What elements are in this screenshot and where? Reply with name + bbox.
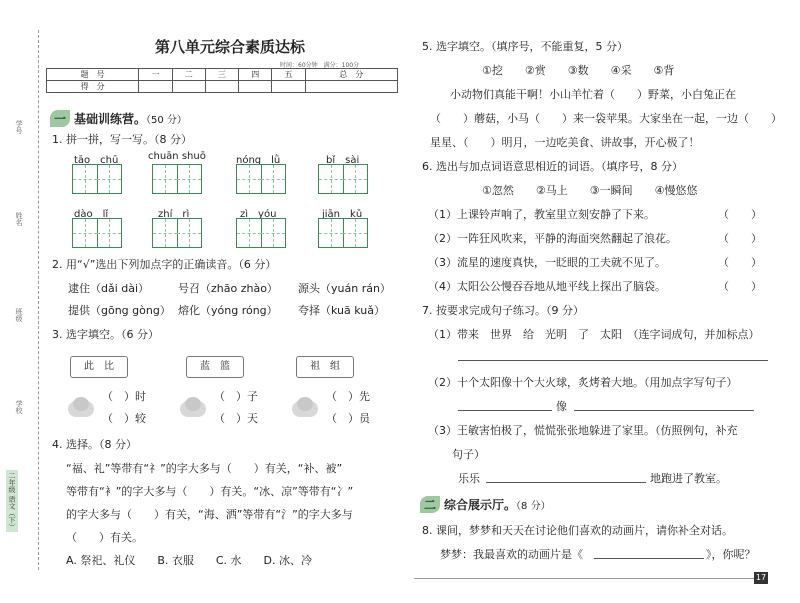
writing-grid[interactable] — [152, 164, 202, 194]
section-badge: 二 — [420, 496, 440, 513]
fill-blank[interactable]: （ ）员 — [326, 412, 370, 425]
q4-line[interactable]: “福、礼”等带有“礻”的字大多与（ ）有关，“补、被” — [66, 462, 343, 475]
q2-label: 2. 用“√”选出下列加点字的正确读音。（6 分） — [52, 258, 277, 271]
q7-item3a: （3）王敏害怕极了，慌慌张张地躲进了家里。（仿照例句，补充 — [428, 424, 738, 437]
answer-paren[interactable]: （ ） — [718, 208, 762, 221]
section-title: 综合展示厅。 — [444, 498, 517, 512]
q8-label: 8. 课间，梦梦和天天在讨论他们喜欢的动画片，请你补全对话。 — [422, 524, 733, 537]
score-cell: 二 — [172, 69, 205, 81]
q7-label: 7. 按要求完成句子练习。（9 分） — [422, 304, 584, 317]
q7-item3-end: 地跑进了教室。 — [650, 472, 727, 485]
score-cell[interactable] — [272, 81, 305, 93]
pinyin: zhí rì — [158, 209, 190, 220]
score-table-score-row — [47, 81, 398, 93]
fill-blank[interactable]: （ ）先 — [326, 390, 370, 403]
score-cell: 题 号 — [47, 69, 139, 81]
writing-grid[interactable] — [318, 164, 368, 194]
pinyin: tāo chū — [74, 155, 119, 166]
q1-label: 1. 拼一拼，写一写。（8 分） — [52, 133, 192, 146]
q4-line[interactable]: 等带有“衤”的字大多与（ ）有关。“冰、凉”等带有“冫” — [66, 485, 354, 498]
q7-item3b: 句子） — [452, 448, 485, 461]
time-score-meta: 时间：60分钟 满分：100分 — [280, 62, 360, 69]
q6-item: （3）流星的速度真快，一眨眼的工夫就不见了。 — [428, 256, 666, 269]
score-cell: 四 — [239, 69, 272, 81]
grade-tag: 二年级 语文（下） — [8, 472, 16, 531]
score-cell[interactable] — [205, 81, 238, 93]
score-cell[interactable] — [239, 81, 272, 93]
writing-grid[interactable] — [152, 218, 202, 248]
reading-option[interactable]: 源头（yuán rán） — [298, 282, 391, 295]
character-sign: 祖 组 — [296, 356, 354, 378]
side-label-school: 学校 — [15, 400, 23, 414]
q6-item: （2）一阵狂风吹来，平静的海面突然翻起了浪花。 — [428, 232, 677, 245]
cut-line — [38, 30, 39, 570]
answer-paren[interactable]: （ ） — [718, 280, 762, 293]
answer-paren[interactable]: （ ） — [718, 256, 762, 269]
answer-line[interactable] — [574, 410, 754, 411]
score-cell: 三 — [205, 69, 238, 81]
q4-line[interactable]: （ ）有关。 — [66, 531, 143, 544]
reading-option[interactable]: 逮住（dǎi dài） — [68, 282, 150, 295]
pinyin: zì yóu — [240, 209, 277, 220]
side-label-class: 班级 — [15, 308, 23, 322]
q8-line: 梦梦：我最喜欢的动画片是《 — [440, 548, 583, 561]
q5-line[interactable]: 星星、（ ）明月，一边吃美食、讲故事，开心极了！ — [430, 136, 700, 149]
q8-line-end: 》，你呢？ — [706, 548, 756, 561]
q5-options: ①挖 ②赏 ③数 ④采 ⑤背 — [482, 64, 675, 77]
cloud-icon — [180, 397, 206, 417]
writing-grid[interactable] — [72, 218, 122, 248]
q7-item2-mid: 像 — [556, 400, 567, 413]
section-points: （50 分） — [146, 115, 187, 126]
fill-blank[interactable]: （ ）时 — [102, 390, 146, 403]
score-cell[interactable] — [139, 81, 172, 93]
pinyin: chuān shuō — [148, 151, 206, 162]
q6-item: （1）上课铃声响了，教室里立刻安静了下来。 — [428, 208, 655, 221]
pinyin: dào lǐ — [74, 209, 109, 220]
pinyin: nóng lǜ — [236, 155, 281, 166]
q4-choices: A. 祭祀、礼仪 B. 衣服 C. 水 D. 冰、冷 — [66, 554, 313, 567]
answer-line[interactable] — [458, 410, 552, 411]
q7-item2: （2）十个太阳像十个大火球，炙烤着大地。（用加点字写句子） — [428, 376, 738, 389]
reading-option[interactable]: 夸择（kuā kuǎ） — [298, 304, 385, 317]
section-title: 基础训练营。 — [74, 112, 147, 126]
q4-line[interactable]: 的字大多与（ ）有关，“海、洒”等带有“氵”的字大多与 — [66, 508, 353, 521]
page-title: 第八单元综合素质达标 — [154, 38, 305, 56]
pinyin: bǐ sài — [326, 155, 360, 166]
score-cell[interactable] — [172, 81, 205, 93]
answer-line[interactable] — [486, 482, 646, 483]
page-number: 17 — [755, 573, 767, 582]
section-badge: 一 — [50, 110, 70, 127]
writing-grid[interactable] — [318, 218, 368, 248]
reading-option[interactable]: 熔化（yóng róng） — [178, 304, 278, 317]
q7-item3-start: 乐乐 — [458, 472, 480, 485]
character-sign: 此 比 — [70, 356, 128, 378]
fill-blank[interactable]: （ ）天 — [214, 412, 258, 425]
score-cell: 一 — [139, 69, 172, 81]
writing-grid[interactable] — [236, 218, 286, 248]
score-cell: 得 分 — [47, 81, 139, 93]
writing-grid[interactable] — [236, 164, 286, 194]
answer-line[interactable] — [458, 360, 768, 361]
side-label-student-id: 学号 — [15, 120, 23, 134]
side-label-name: 姓名 — [15, 212, 23, 226]
score-cell[interactable] — [305, 81, 397, 93]
cloud-icon — [68, 397, 94, 417]
writing-grid[interactable] — [72, 164, 122, 194]
pinyin: jiān kǔ — [322, 209, 363, 220]
answer-paren[interactable]: （ ） — [718, 232, 762, 245]
q6-options: ①忽然 ②马上 ③一瞬间 ④慢悠悠 — [482, 184, 698, 197]
score-table-header-row — [47, 69, 398, 81]
q6-label: 6. 选出与加点词语意思相近的词语。（填序号，8 分） — [422, 160, 683, 173]
section-comprehensive — [420, 496, 551, 513]
fill-blank[interactable]: （ ）子 — [214, 390, 258, 403]
q3-label: 3. 选字填空。（6 分） — [52, 328, 159, 341]
answer-line[interactable] — [594, 558, 704, 559]
character-sign: 蓝 篮 — [186, 356, 244, 378]
reading-option[interactable]: 提供（gōng gòng） — [68, 304, 171, 317]
section-basic-training — [50, 110, 187, 127]
q5-line[interactable]: （ ）蘑菇，小马（ ）来一袋苹果。大家坐在一起，一边（ ） — [430, 112, 782, 125]
reading-option[interactable]: 号召（zhāo zhào） — [178, 282, 278, 295]
q7-item1: （1）带来 世界 给 光明 了 太阳 （连字词成句，并加标点） — [428, 328, 760, 341]
score-cell: 五 — [272, 69, 305, 81]
binding-strip — [0, 0, 40, 603]
cloud-icon — [292, 397, 318, 417]
q6-item: （4）太阳公公慢吞吞地从地平线上探出了脑袋。 — [428, 280, 666, 293]
q4-label: 4. 选择。（8 分） — [52, 438, 137, 451]
score-table — [46, 68, 398, 93]
section-points: （8 分） — [516, 501, 551, 512]
q5-label: 5. 选字填空。（填序号，不能重复，5 分） — [422, 40, 628, 53]
q5-line[interactable]: 小动物们真能干啊！小山羊忙着（ ）野菜，小白兔正在 — [450, 88, 736, 101]
score-cell: 总 分 — [305, 69, 397, 81]
footer-rule — [414, 578, 754, 579]
fill-blank[interactable]: （ ）较 — [102, 412, 146, 425]
